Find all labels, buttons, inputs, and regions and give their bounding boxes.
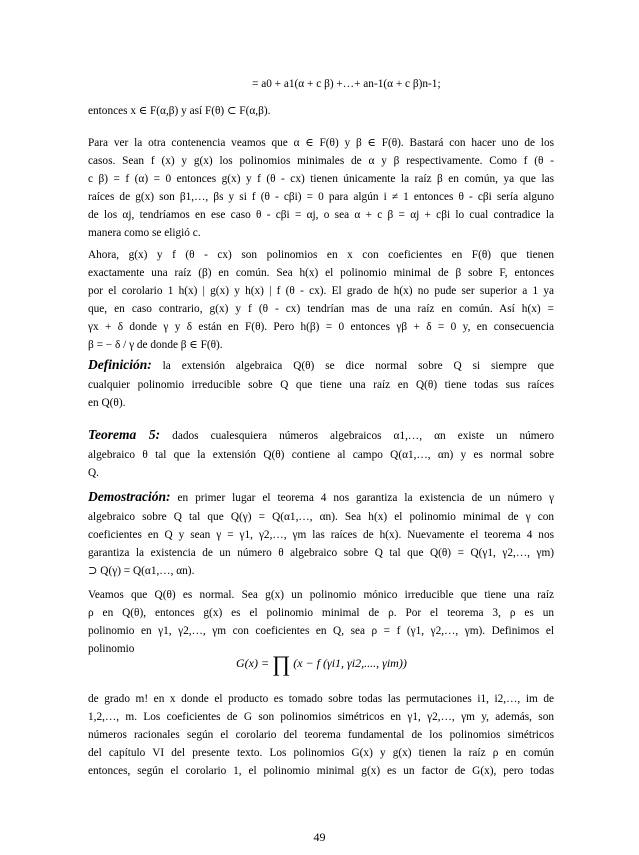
- text-line: raíces de g(x) son β1,…, βs y si f (θ - cβi) = 0 para algún i ≠ 1 entonces θ - cβi sería alguno: [88, 191, 554, 203]
- proof-line: [88, 488, 554, 507]
- theorem-line: [88, 426, 554, 445]
- text-line: ⊃ Q(γ) = Q(α1,…, αn).: [88, 565, 195, 577]
- display-formula: [236, 651, 407, 676]
- text-line: casos. Sean f (x) y g(x) los polinomios minimales de α y β respectivamente. Como f (θ -: [88, 155, 554, 167]
- formula-rhs: (x − f (γi1, γi2,...., γim)): [293, 656, 407, 670]
- text-line: Para ver la otra contenencia veamos que α ∈ F(θ) y β ∈ F(θ). Bastará con hacer uno de los: [88, 137, 554, 149]
- text-line: polinomio en γ1, γ2,…, γm con coeficientes en Q, sea ρ = f (γ1, γ2,…, γm). Definimos el: [88, 625, 554, 637]
- theorem-text: dados cualesquiera números algebraicos α1,…, αn existe un número: [172, 430, 554, 442]
- text-line: entonces x ∈ F(α,β) y así F(θ) ⊂ F(α,β).: [88, 105, 271, 117]
- text-line: de grado m! en x donde el producto es tomado sobre todas las permutaciones i1, i2,…, im de: [88, 693, 554, 705]
- text-line: γx + δ donde γ y δ están en F(θ). Pero h(β) = 0 entonces γβ + δ = 0 y, en consecuencia: [88, 321, 554, 333]
- text-line: algebraico θ tal que la extensión Q(θ) contiene al campo Q(α1,…, αn) y es normal sobre: [88, 449, 554, 461]
- proof-text: en primer lugar el teorema 4 nos garantiza la existencia de un número γ: [177, 492, 554, 504]
- text-line: exactamente una raíz (β) en común. Sea h(x) el polinomio minimal de β sobre F, entonces: [88, 267, 554, 279]
- text-line: Q.: [88, 467, 99, 479]
- theorem-heading: Teorema 5:: [88, 427, 161, 442]
- text-line: β = − δ / γ de donde β ∈ F(θ).: [88, 339, 223, 351]
- text-line: algebraico sobre Q tal que Q(γ) = Q(α1,…, αn). Sea h(x) el polinomio minimal de γ con: [88, 511, 554, 523]
- text-line: que, en caso contrario, g(x) y f (θ - cx) tendrían mas de una raíz en común. Así h(x) =: [88, 303, 554, 315]
- text-line: 1,2,…, m. Los coeficientes de G son polinomios simétricos en γ1, γ2,…, γm y, además, son: [88, 711, 554, 723]
- definition-line: [88, 356, 554, 375]
- formula-lhs: G(x) =: [236, 656, 270, 670]
- text-line: coeficientes en Q y sean γ = γ1, γ2,…, γm las raíces de h(x). Nuevamente el teorema 4 nos: [88, 529, 554, 541]
- text-line: cualquier polinomio irreducible sobre Q que tiene una raíz en Q(θ) tiene todas sus raíces: [88, 379, 554, 391]
- text-line: del capítulo VI del presente texto. Los polinomios G(x) y g(x) tienen la raíz ρ en común: [88, 747, 554, 759]
- page-number: 49: [313, 830, 326, 844]
- product-symbol: ∏: [272, 651, 291, 676]
- text-line: Veamos que Q(θ) es normal. Sea g(x) un polinomio mónico irreducible que tiene una raíz: [88, 589, 554, 601]
- text-line: polinomio: [88, 643, 135, 655]
- text-line: garantiza la existencia de un número θ algebraico sobre Q tal que Q(θ) = Q(γ1, γ2,…, γm): [88, 547, 554, 559]
- text-line: manera como se eligió c.: [88, 227, 201, 239]
- text-line: entonces, según el corolario 1, el polinomio minimal g(x) es un factor de G(x), pero todas: [88, 765, 554, 777]
- text-line: números racionales según el corolario del teorema fundamental de los polinomios simétricos: [88, 729, 554, 741]
- definition-heading: Definición:: [88, 357, 152, 372]
- equation-line: = a0 + a1(α + c β) +…+ an-1(α + c β)n-1;: [252, 78, 441, 90]
- proof-heading: Demostración:: [88, 489, 171, 504]
- definition-text: la extensión algebraica Q(θ) se dice normal sobre Q si siempre que: [162, 360, 554, 372]
- text-line: de los αj, tendríamos en ese caso θ - cβi = αj, o sea α + c β = αj + cβi lo cual contradice la: [88, 209, 554, 221]
- text-line: en Q(θ).: [88, 397, 126, 409]
- text-line: por el corolario 1 h(x) | g(x) y h(x) | f (θ - cx). El grado de h(x) no pude ser superior a 1 ya: [88, 285, 554, 297]
- text-line: c β) = f (α) = 0 entonces g(x) y f (θ - cx) tienen únicamente la raíz β en común, ya que las: [88, 173, 554, 185]
- text-line: ρ en Q(θ), entonces g(x) es el polinomio minimal de ρ. Por el teorema 3, ρ es un: [88, 607, 554, 619]
- text-line: Ahora, g(x) y f (θ - cx) son polinomios en x con coeficientes en F(θ) que tienen: [88, 249, 554, 261]
